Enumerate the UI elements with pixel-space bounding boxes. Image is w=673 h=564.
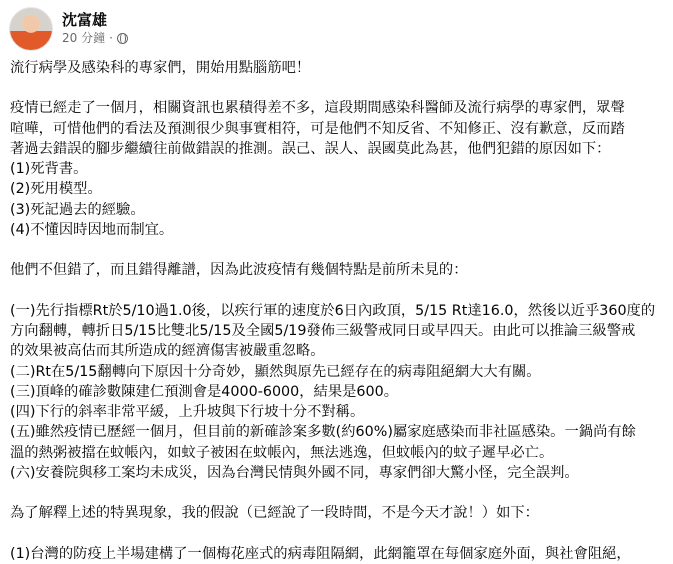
post-body (10, 58, 670, 564)
post-subline (62, 30, 128, 47)
post-text-line: (二)Rt在5/15翻轉向下原因十分奇妙，顯然與原先已經存在的病毒阻絕網大大有關。 (10, 363, 541, 380)
post-text-line: 疫情已經走了一個月，相關資訊也累積得差不多，這段期間感染科醫師及流行病學的專家們，眾聲 (10, 100, 625, 117)
post-text-line: 喧嘩，可惜他們的看法及預測很少與事實相符，可是他們不知反省、不知修正、沒有歉意，反而踏 (10, 120, 625, 137)
post-header (9, 7, 128, 51)
post-text-line: (六)安養院與移工案均未成災，因為台灣民情與外國不同，專家們卻大驚小怪，完全誤判。 (10, 465, 579, 482)
separator-dot: · (109, 31, 113, 45)
post-text-line: (3)死記過去的經驗。 (10, 201, 145, 218)
post-text-line: 的效果被高估而其所造成的經濟傷害被嚴重忽略。 (10, 343, 325, 360)
paragraph-gap (10, 483, 670, 503)
post-text-line: (4)不懂因時因地而制宜。 (10, 222, 174, 239)
post-text-line: 他們不但錯了，而且錯得離譜，因為此波疫情有幾個特點是前所未見的： (10, 262, 468, 279)
post-text-line: 著過去錯誤的腳步繼續往前做錯誤的推測。誤己、誤人、誤國莫此為甚，他們犯錯的原因如下： (10, 140, 611, 157)
post-text-line: 溫的熱粥被擋在蚊帳內，如蚊子被困在蚊帳內，無法逃逸，但蚊帳內的蚊子遲早必亡。 (10, 444, 554, 461)
paragraph-gap (10, 240, 670, 260)
post-text-line: 方向翻轉，轉折日5/15比雙北5/15及全國5/19發佈三級警戒同日或早四天。由此可以推論三級警戒 (10, 322, 636, 339)
post-text-line: (2)死用模型。 (10, 181, 102, 198)
paragraph-gap (10, 524, 670, 544)
paragraph-gap (10, 78, 670, 98)
post-text-line: 為了解釋上述的特異現象，我的假說（已經說了一段時間，不是今天才說！）如下： (10, 505, 539, 522)
avatar[interactable] (9, 7, 53, 51)
post-text-line: (四)下行的斜率非常平緩，上升坡與下行坡十分不對稱。 (10, 404, 365, 421)
author-name[interactable]: 沈富雄 (62, 11, 108, 29)
post-text-line: (三)頂峰的確診數陳建仁預測會是4000-6000，結果是600。 (10, 383, 399, 400)
post-meta (62, 11, 128, 47)
globe-icon[interactable] (117, 33, 128, 44)
post-text-line: (五)雖然疫情已歷經一個月，但目前的新確診案多數(約60%)屬家庭感染而非社區感染。一鍋尚有餘 (10, 424, 636, 441)
post-text-line: (1)死背書。 (10, 161, 88, 178)
paragraph-gap (10, 281, 670, 301)
post-text-line: (1)台灣的防疫上半場建構了一個梅花座式的病毒阻隔網，此網籠罩在每個家庭外面，與社會阻絕， (10, 545, 631, 562)
post-timestamp[interactable]: 20 分鐘 (62, 31, 106, 45)
post-text-line: (一)先行指標Rt於5/10過1.0後，以疾行軍的速度於6日內政頂，5/15 Rt達16.0，然後以近乎360度的 (10, 302, 656, 319)
post-text-line: 流行病學及感染科的專家們，開始用點腦筋吧！ (10, 60, 311, 76)
